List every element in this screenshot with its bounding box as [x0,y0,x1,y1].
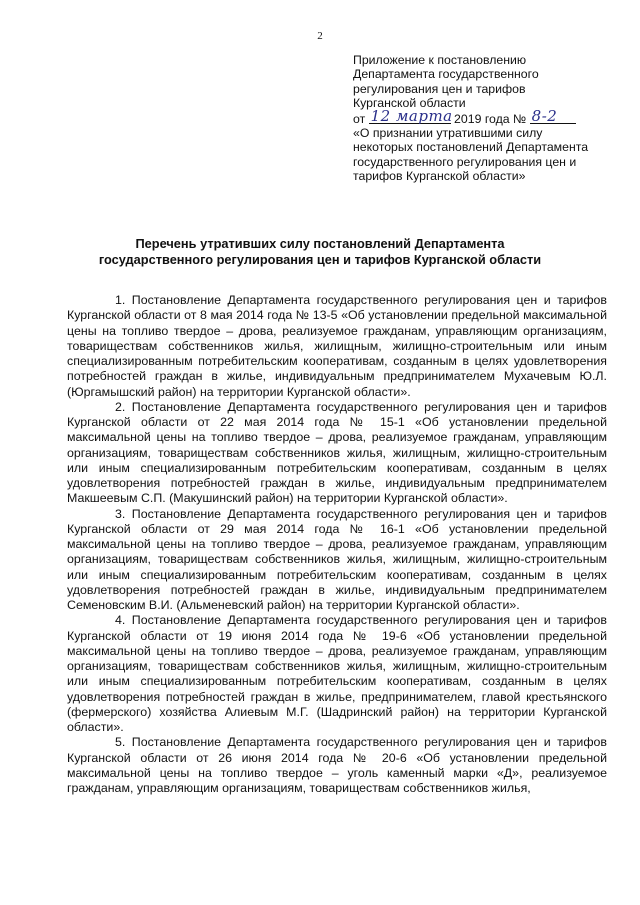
document-title [60,236,580,268]
handwritten-number: 8-2 [530,109,576,124]
list-item-4: 4. Постановление Департамента государственного регулирования цен и тарифов Курганской области от 19 июня 2014 года № 19-6 «Об установлении предельной максимальной цены на топливо твердое – дрова, реализуемое гражданам, управляющим организациям, товариществам собственников жилья, жилищным, жилищно-строительным или иным специализированным потребительским кооперативам, созданным в целях удовлетворения потребностей граждан в жилье, предпринимателем, главой крестьянского (фермерского) хозяйства Алиевым М.Г. (Шадринский район) на территории Курганской области». [67,613,607,734]
list-item-3: 3. Постановление Департамента государственного регулирования цен и тарифов Курганской области от 29 мая 2014 года № 16-1 «Об установлении предельной максимальной цены на топливо твердое – дрова, реализуемое гражданам, управляющим организациям, товариществам собственников жилья, жилищным, жилищно-строительным или иным специализированным потребительским кооперативам, созданным в целях удовлетворения потребностей граждан в жилье, индивидуальным предпринимателем Семеновским В.И. (Альменевский район) на территории Курганской области». [67,506,607,612]
handwritten-date: 12 марта [370,106,453,125]
page-number: 2 [317,30,323,42]
list-body [67,293,607,796]
appendix-line-1: Приложение к постановлению [353,53,527,67]
appendix-header [353,53,623,184]
appendix-subject-2: некоторых постановлений Департамента [353,140,589,155]
title-line-2: государственного регулирования цен и тарифов Курганской области [98,252,542,268]
appendix-line-2: Департамента государственного [353,67,539,82]
appendix-line-4: Курганской области [353,96,466,111]
year-text: 2019 года № [454,111,527,126]
appendix-subject-3: государственного регулирования цен и [353,154,577,169]
appendix-subject-4: тарифов Курганской области» [353,169,526,184]
list-item-2: 2. Постановление Департамента государственного регулирования цен и тарифов Курганской области от 22 мая 2014 года № 15-1 «Об установлении предельной максимальной цены на топливо твердое – дрова, реализуемое гражданам, управляющим организациям, товариществам собственников жилья, жилищным, жилищно-строительным или иным специализированным потребительским кооперативам, созданным в целях удовлетворения потребностей граждан в жилье, индивидуальным предпринимателем Макшеевым С.П. (Макушинский район) на территории Курганской области». [67,399,607,506]
title-line-1: Перечень утративших силу постановлений Департамента [135,236,505,251]
appendix-date-line [353,106,623,126]
appendix-line-3: регулирования цен и тарифов [353,81,526,96]
list-item-1: 1. Постановление Департамента государственного регулирования цен и тарифов Курганской области от 8 мая 2014 года № 13-5 «Об установлении предельной максимальной цены на топливо твердое – дрова, реализуемое гражданам, управляющим организациям, товариществам собственников жилья, жилищным, жилищно-строительным или иным специализированным потребительским кооперативам, созданным в целях удовлетворения потребностей граждан в жилье, индивидуальным предпринимателем Мухачевым Ю.Л. (Юргамышский район) на территории Курганской области». [67,293,607,399]
appendix-subject-1: «О признании утратившими силу [353,126,543,141]
list-item-5: 5. Постановление Департамента государственного регулирования цен и тарифов Курганской области от 26 июня 2014 года № 20-6 «Об установлении предельной максимальной цены на топливо твердое – уголь каменный марки «Д», реализуемое гражданам, управляющим организациям, товариществам собственников жилья, [67,735,607,795]
from-label: от [353,111,366,126]
